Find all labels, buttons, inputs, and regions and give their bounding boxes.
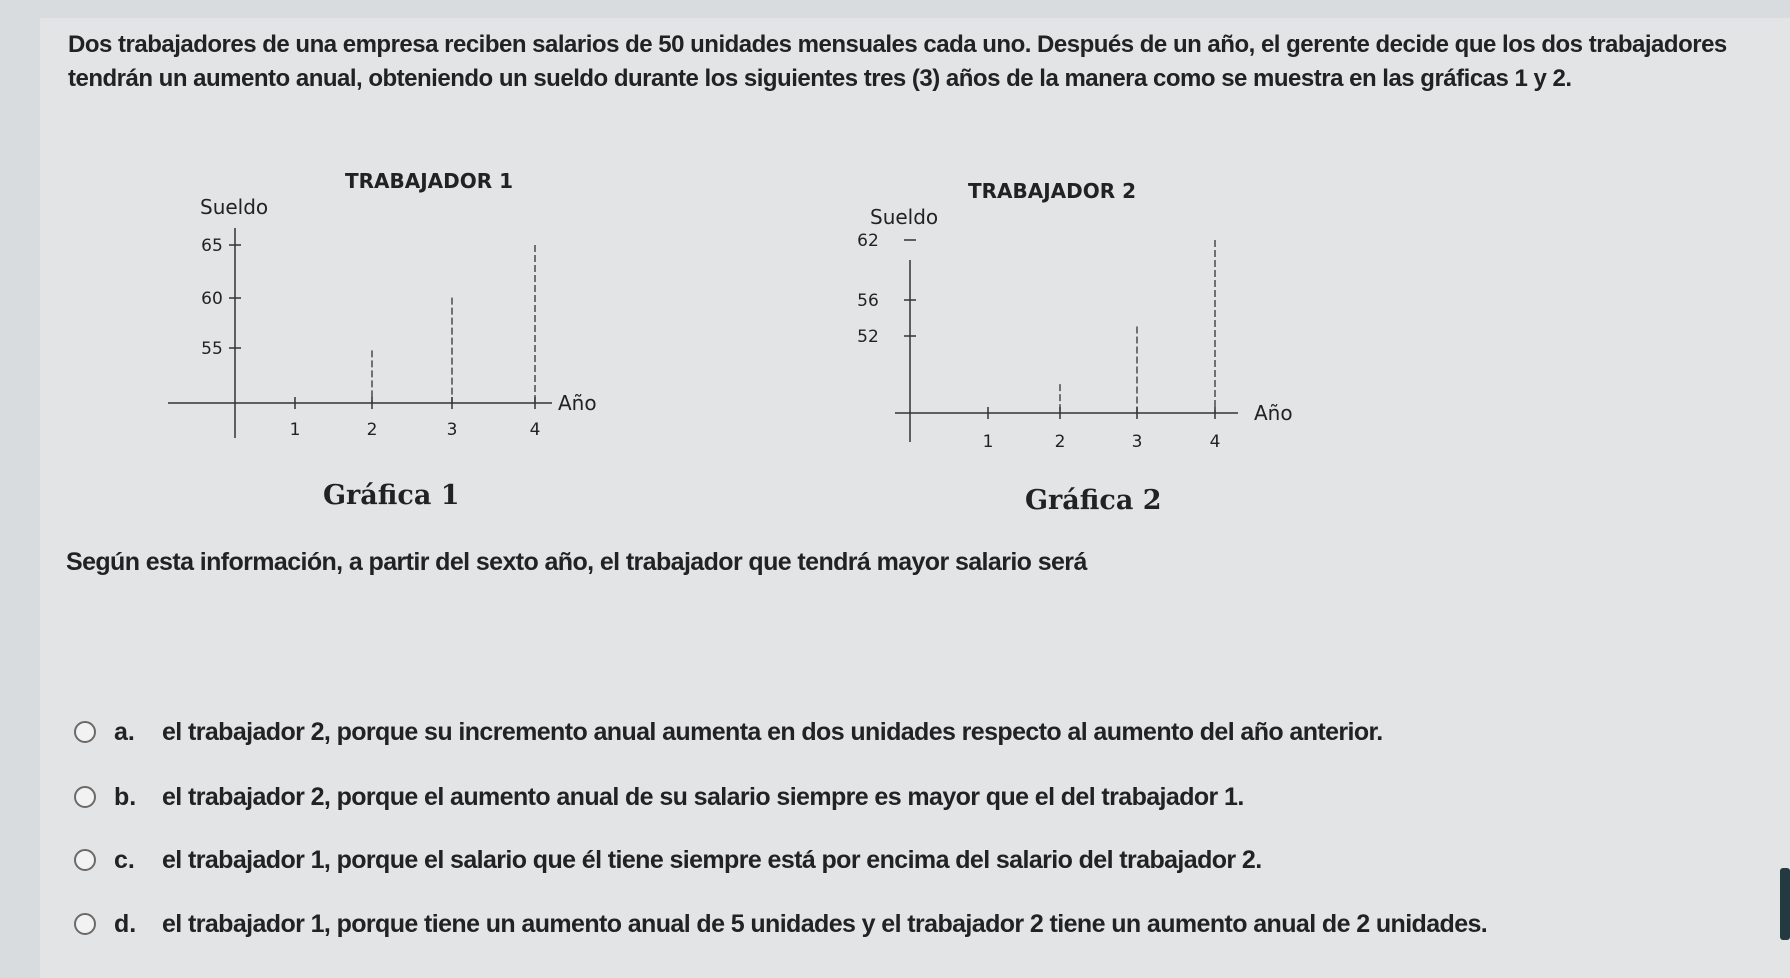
chart1-x-tick-label: 1 xyxy=(289,420,301,440)
chart2-y-tick-label: 52 xyxy=(857,327,879,347)
chart2-y-axis-label: Sueldo xyxy=(870,205,939,229)
chart-trabajador-2 xyxy=(840,180,1320,460)
option-d[interactable] xyxy=(74,904,1487,944)
option-b-radio[interactable] xyxy=(74,786,96,808)
chart2-caption: Gráfica 2 xyxy=(1025,485,1162,516)
option-c-text: el trabajador 1, porque el salario que él tiene siempre está por encima del salario del trabajador 2. xyxy=(162,845,1262,874)
question-text: Según esta información, a partir del sexto año, el trabajador que tendrá mayor salario será xyxy=(66,548,1087,576)
option-c[interactable] xyxy=(74,840,1262,880)
option-c-radio[interactable] xyxy=(74,849,96,871)
option-b-text: el trabajador 2, porque el aumento anual de su salario siempre es mayor que el del trabajador 1. xyxy=(162,782,1244,811)
chart2-y-tick-label: 62 xyxy=(857,231,879,251)
chart1-x-tick-label: 2 xyxy=(366,420,378,440)
chart2-x-tick-label: 4 xyxy=(1209,432,1221,452)
chart1-y-tick-label: 55 xyxy=(201,339,223,359)
option-d-letter: d. xyxy=(114,909,137,938)
option-d-radio[interactable] xyxy=(74,913,96,935)
chart1-y-tick-label: 65 xyxy=(201,236,223,256)
chart1-title: TRABAJADOR 1 xyxy=(345,169,514,193)
scrollbar-thumb[interactable] xyxy=(1780,868,1790,940)
option-a-letter: a. xyxy=(114,717,135,746)
chart-trabajador-1 xyxy=(160,170,640,450)
question-prompt: Dos trabajadores de una empresa reciben salarios de 50 unidades mensuales cada uno. Después de un año, el gerente decide que los dos trabajadores tendrán un aumento anual, obteniendo un sueldo durante los siguientes tres (3) años de la manera como se muestra en las gráficas 1 y 2. xyxy=(68,31,1727,92)
chart1-caption: Gráfica 1 xyxy=(323,480,460,511)
option-b[interactable] xyxy=(74,777,1244,817)
chart2-title: TRABAJADOR 2 xyxy=(968,179,1137,203)
option-c-letter: c. xyxy=(114,845,135,874)
chart1-x-axis-label: Año xyxy=(558,391,597,415)
option-a-text: el trabajador 2, porque su incremento anual aumenta en dos unidades respecto al aumento del año anterior. xyxy=(162,717,1383,746)
chart1-y-axis-label: Sueldo xyxy=(200,195,269,219)
chart2-x-tick-label: 2 xyxy=(1054,432,1066,452)
option-b-letter: b. xyxy=(114,782,137,811)
chart1-x-tick-label: 4 xyxy=(529,420,541,440)
chart2-y-tick-label: 56 xyxy=(857,291,879,311)
option-d-text: el trabajador 1, porque tiene un aumento anual de 5 unidades y el trabajador 2 tiene un aumento anual de 2 unidades. xyxy=(162,909,1488,938)
chart2-x-axis-label: Año xyxy=(1254,401,1293,425)
chart1-x-tick-label: 3 xyxy=(446,420,458,440)
chart2-x-tick-label: 3 xyxy=(1131,432,1143,452)
chart2-x-tick-label: 1 xyxy=(982,432,994,452)
question-card xyxy=(40,18,1790,978)
option-a[interactable] xyxy=(74,712,1383,752)
option-a-radio[interactable] xyxy=(74,721,96,743)
chart1-y-tick-label: 60 xyxy=(201,289,223,309)
